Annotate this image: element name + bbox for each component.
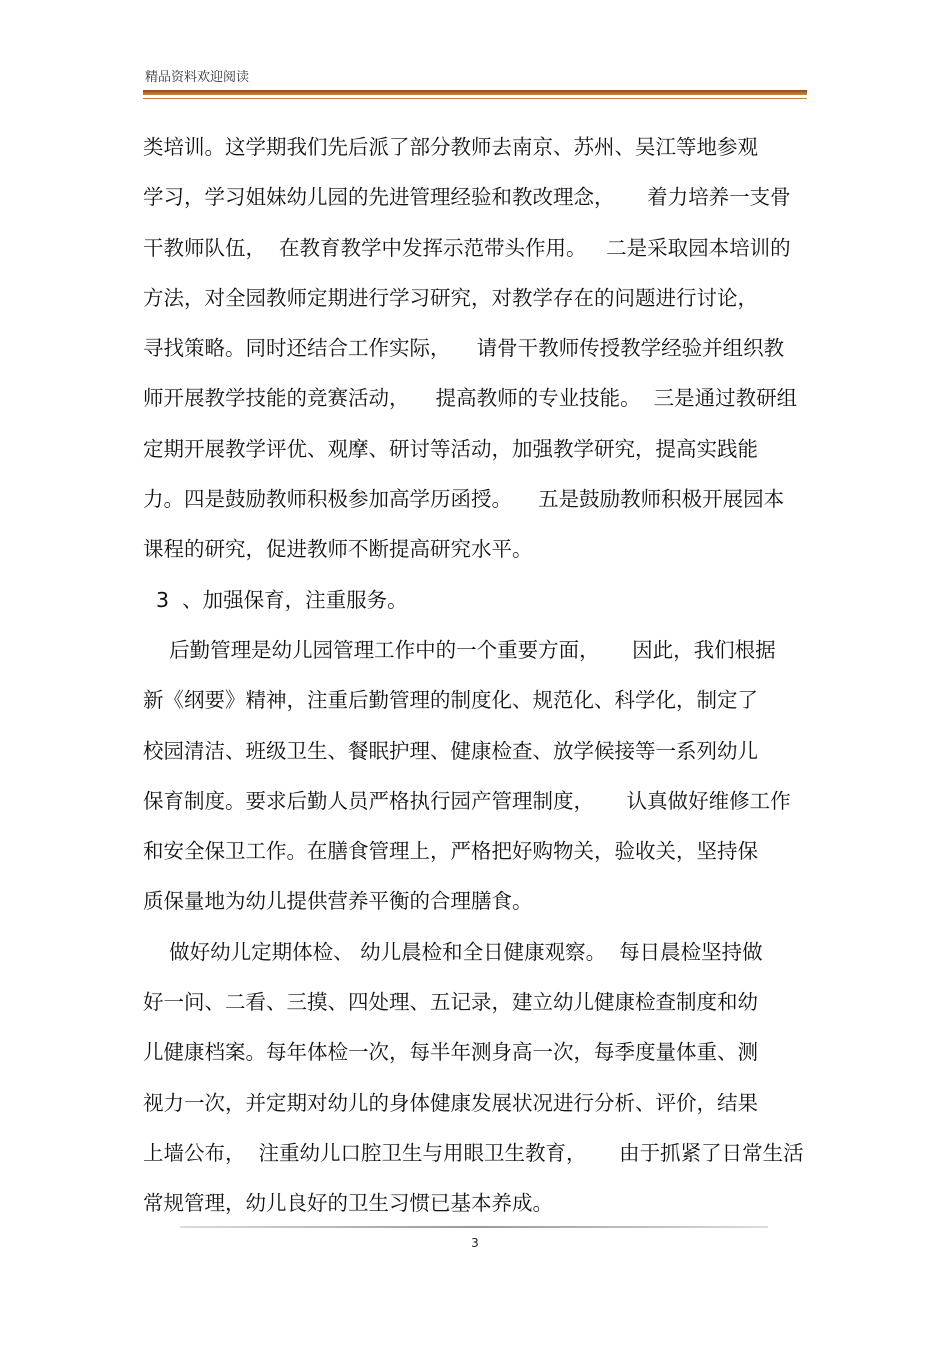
text-line: 力。四是鼓励教师积极参加高学历函授。 五是鼓励教师积极开展园本	[143, 487, 785, 512]
header-title: 精品资料欢迎阅读	[145, 70, 250, 85]
text-line: 做好幼儿定期体检、 幼儿晨检和全日健康观察。 每日晨检坚持做	[143, 939, 763, 964]
text-line: 和安全保卫工作。在膳食管理上，严格把好购物关，验收关，坚持保	[143, 839, 758, 864]
text-line: 学习，学习姐妹幼儿园的先进管理经验和教改理念， 着力培养一支骨	[143, 185, 791, 210]
section-heading: 3 、加强保育，注重服务。	[143, 587, 408, 612]
text-line: 后勤管理是幼儿园管理工作中的一个重要方面， 因此，我们根据	[143, 637, 776, 662]
text-line: 干教师队伍， 在教育教学中发挥示范带头作用。 二是采取园本培训的	[143, 235, 791, 260]
text-line: 质保量地为幼儿提供营养平衡的合理膳食。	[143, 889, 533, 914]
page-number: 3	[471, 1236, 479, 1250]
text-line: 课程的研究，促进教师不断提高研究水平。	[143, 537, 533, 562]
text-line: 校园清洁、班级卫生、餐眠护理、健康检查、放学候接等一系列幼儿	[143, 738, 758, 763]
text-line: 儿健康档案。每年体检一次，每半年测身高一次，每季度量体重、测	[143, 1040, 758, 1065]
text-line: 师开展教学技能的竞赛活动， 提高教师的专业技能。 三是通过教研组	[143, 386, 798, 411]
header-rule	[143, 90, 807, 95]
text-line: 常规管理，幼儿良好的卫生习惯已基本养成。	[143, 1191, 553, 1216]
text-line: 视力一次，并定期对幼儿的身体健康发展状况进行分析、评价，结果	[143, 1090, 758, 1115]
text-line: 定期开展教学评优、观摩、研讨等活动，加强教学研究，提高实践能	[143, 436, 758, 461]
text-line: 上墙公布， 注重幼儿口腔卫生与用眼卫生教育， 由于抓紧了日常生活	[143, 1140, 804, 1165]
text-line: 新《纲要》精神，注重后勤管理的制度化、规范化、科学化，制定了	[143, 688, 758, 713]
text-line: 寻找策略。同时还结合工作实际， 请骨干教师传授教学经验并组织教	[143, 336, 785, 361]
text-line: 保育制度。要求后勤人员严格执行园产管理制度， 认真做好维修工作	[143, 788, 791, 813]
text-line: 好一问、二看、三摸、四处理、五记录，建立幼儿健康检查制度和幼	[143, 990, 758, 1015]
text-line: 类培训。这学期我们先后派了部分教师去南京、苏州、吴江等地参观	[143, 135, 758, 159]
footer-rule	[180, 1226, 768, 1228]
header-rule-thin	[143, 98, 807, 99]
text-line: 方法，对全园教师定期进行学习研究，对教学存在的问题进行讨论，	[143, 285, 758, 310]
body-text	[143, 122, 807, 1229]
